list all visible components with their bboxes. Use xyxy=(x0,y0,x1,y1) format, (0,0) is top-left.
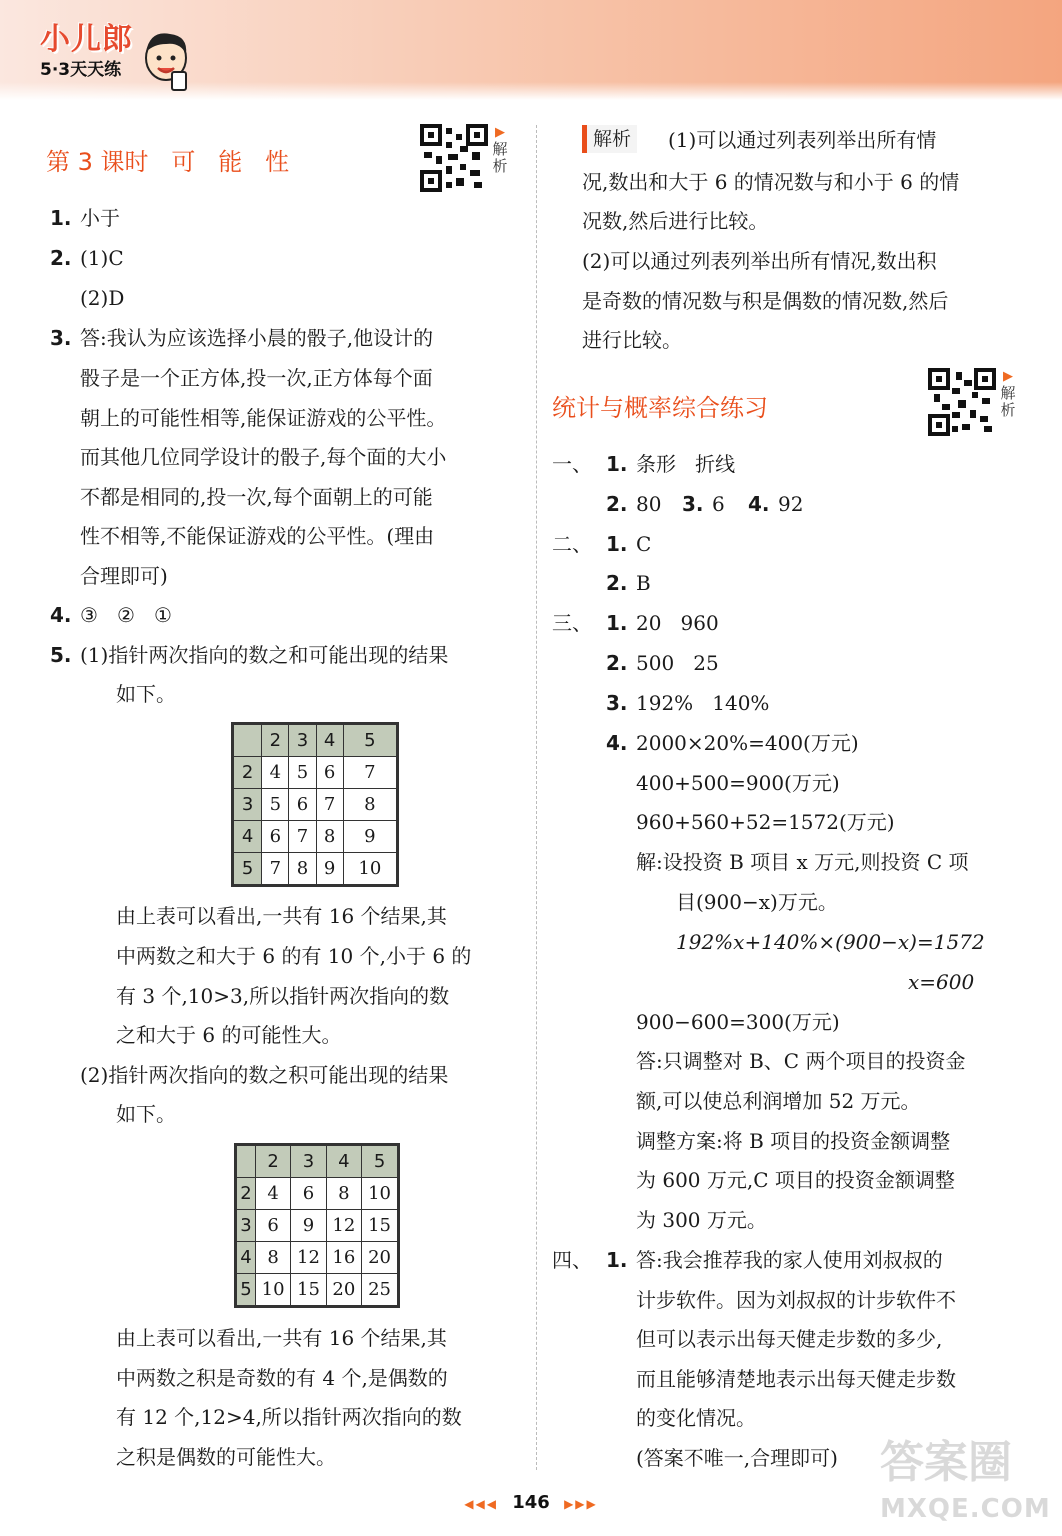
table-row xyxy=(233,853,398,886)
brand-name: 小儿郎 xyxy=(40,22,133,57)
answer-2-2: (2)D xyxy=(80,286,125,310)
item-number: 2. xyxy=(606,571,628,595)
table-row xyxy=(236,1210,399,1242)
table-cell: 8 xyxy=(289,853,316,886)
table-row xyxy=(233,821,398,853)
answer-3-line: 朝上的可能性相等,能保证游戏的公平性。 xyxy=(80,406,447,430)
table-cell: 20 xyxy=(362,1242,399,1274)
table-cell: 8 xyxy=(316,821,343,853)
answer-line: 额,可以使总利润增加 52 万元。 xyxy=(636,1089,921,1113)
analysis-line: (2)可以通过列表列举出所有情况,数出积 xyxy=(582,249,937,273)
answer-5-part2-text: 中两数之积是奇数的有 4 个,是偶数的 xyxy=(116,1366,448,1390)
answer-2-1: (1)C xyxy=(80,246,124,270)
item-number: 2. xyxy=(606,492,628,516)
section1-answer-1: 条形 折线 xyxy=(636,452,736,476)
section1-answer-2: 80 xyxy=(636,492,662,516)
qr-code-icon[interactable] xyxy=(420,124,488,192)
brand-logo xyxy=(40,22,133,80)
table-cell: 7 xyxy=(316,789,343,821)
table-cell: 10 xyxy=(362,1178,399,1210)
analysis-line: (1)可以通过列表列举出所有情 xyxy=(668,128,937,152)
analysis-line: 进行比较。 xyxy=(582,328,682,352)
answer-line: 答:只调整对 B、C 两个项目的投资金 xyxy=(636,1049,966,1073)
section4-answer-line: 但可以表示出每天健走步数的多少, xyxy=(636,1327,943,1351)
answer-3-line: 骰子是一个正方体,投一次,正方体每个面 xyxy=(80,366,433,390)
answer-line: 为 600 万元,C 项目的投资金额调整 xyxy=(636,1168,955,1192)
table-cell: 9 xyxy=(291,1210,326,1242)
item-number: 4. xyxy=(748,492,770,516)
table-cell: 4 xyxy=(255,1178,290,1210)
answer-4: ③ ② ① xyxy=(80,603,172,627)
table-cell: 16 xyxy=(326,1242,361,1274)
table-row xyxy=(233,789,398,821)
item-number: 1. xyxy=(606,611,628,635)
item-number: 3. xyxy=(682,492,704,516)
prev-arrows-icon: ◀◀◀ xyxy=(464,1497,498,1511)
section3-answer-3: 192% 140% xyxy=(636,691,770,715)
item-number: 1. xyxy=(606,452,628,476)
table-row-header: 5 xyxy=(236,1274,256,1307)
table-row-header: 2 xyxy=(236,1178,256,1210)
section1-answer-4: 92 xyxy=(778,492,804,516)
section4-answer-line: 的变化情况。 xyxy=(636,1406,756,1430)
item-number: 4. xyxy=(606,731,628,755)
section4-answer-line: 计步软件。因为刘叔叔的计步软件不 xyxy=(636,1288,956,1312)
product-table xyxy=(234,1143,400,1308)
item-number: 3. xyxy=(50,326,72,350)
table-cell: 10 xyxy=(343,853,397,886)
item-number: 1. xyxy=(50,206,72,230)
table-corner xyxy=(233,724,262,757)
calc-line: 900−600=300(万元) xyxy=(636,1010,840,1034)
table-cell: 25 xyxy=(362,1274,399,1307)
table-row-header: 4 xyxy=(236,1242,256,1274)
answer-5-part1-text: 由上表可以看出,一共有 16 个结果,其 xyxy=(116,904,447,928)
table-cell: 7 xyxy=(262,853,289,886)
table-cell: 20 xyxy=(326,1274,361,1307)
answer-5-part2-text: 有 12 个,12>4,所以指针两次指向的数 xyxy=(116,1405,462,1429)
answer-5-part2-line: 如下。 xyxy=(116,1102,176,1126)
analysis-line: 是奇数的情况数与积是偶数的情况数,然后 xyxy=(582,289,949,313)
answer-3-line: 合理即可) xyxy=(80,564,168,588)
sum-table xyxy=(231,722,399,887)
lesson-title: 第 3 课时 可 能 性 xyxy=(46,148,290,176)
table-cell: 15 xyxy=(291,1274,326,1307)
table-header-cell: 2 xyxy=(255,1145,290,1178)
section-label: 一、 xyxy=(552,452,592,476)
watermark-line2: MXQE.COM xyxy=(880,1494,1051,1524)
table-header-cell: 5 xyxy=(362,1145,399,1178)
table-cell: 15 xyxy=(362,1210,399,1242)
answer-3-line: 而其他几位同学设计的骰子,每个面的大小 xyxy=(80,445,447,469)
table-header-cell: 3 xyxy=(289,724,316,757)
answer-line: 调整方案:将 B 项目的投资金额调整 xyxy=(636,1129,951,1153)
answer-5-part1-text: 中两数之和大于 6 的有 10 个,小于 6 的 xyxy=(116,944,472,968)
equation-result: x=600 xyxy=(908,970,975,994)
table-corner xyxy=(236,1145,256,1178)
table-cell: 5 xyxy=(262,789,289,821)
table-cell: 6 xyxy=(316,757,343,789)
section3-answer-1: 20 960 xyxy=(636,611,719,635)
next-arrows-icon: ▶▶▶ xyxy=(564,1497,598,1511)
answer-5-part2-text: 由上表可以看出,一共有 16 个结果,其 xyxy=(116,1326,447,1350)
item-number: 5. xyxy=(50,643,72,667)
table-header-cell: 4 xyxy=(316,724,343,757)
series-name: 5·3天天练 xyxy=(40,60,122,80)
table-row-header: 2 xyxy=(233,757,262,789)
table-row xyxy=(236,1178,399,1210)
calc-line: 400+500=900(万元) xyxy=(636,771,840,795)
table-cell: 8 xyxy=(255,1242,290,1274)
play-arrow-icon: ▶ xyxy=(1003,369,1013,384)
analysis-line: 况,数出和大于 6 的情况数与和小于 6 的情 xyxy=(582,170,960,194)
table-cell: 6 xyxy=(289,789,316,821)
section-label: 四、 xyxy=(552,1248,592,1272)
table-cell: 9 xyxy=(343,821,397,853)
answer-5-part1-text: 有 3 个,10>3,所以指针两次指向的数 xyxy=(116,984,450,1008)
section2-answer-1: C xyxy=(636,532,652,556)
table-row-header: 3 xyxy=(233,789,262,821)
section3-answer-2: 500 25 xyxy=(636,651,719,675)
table-header-cell: 2 xyxy=(262,724,289,757)
section-label: 二、 xyxy=(552,532,592,556)
table-cell: 10 xyxy=(255,1274,290,1307)
watermark-line1: 答案圈 xyxy=(880,1437,1012,1488)
item-number: 1. xyxy=(606,532,628,556)
table-cell: 6 xyxy=(255,1210,290,1242)
section4-answer-line: 而且能够清楚地表示出每天健走步数 xyxy=(636,1367,956,1391)
calc-line: 960+560+52=1572(万元) xyxy=(636,810,895,834)
table-cell: 7 xyxy=(343,757,397,789)
page-number-text: 146 xyxy=(512,1492,550,1513)
table-cell: 7 xyxy=(289,821,316,853)
qr-tag-text: 解析 xyxy=(492,140,508,175)
answer-5-part2-line: (2)指针两次指向的数之积可能出现的结果 xyxy=(80,1063,449,1087)
item-number: 4. xyxy=(50,603,72,627)
mascot-icon xyxy=(140,28,192,94)
table-row xyxy=(236,1274,399,1307)
answer-5-part1-line: 如下。 xyxy=(116,682,176,706)
qr-code-icon[interactable] xyxy=(928,368,996,436)
watermark xyxy=(880,1437,1051,1532)
section4-answer-line: (答案不唯一,合理即可) xyxy=(636,1446,838,1470)
item-number: 2. xyxy=(606,651,628,675)
table-row xyxy=(236,1242,399,1274)
calc-line: 2000×20%=400(万元) xyxy=(636,731,859,755)
table-row-header: 4 xyxy=(233,821,262,853)
section-title: 统计与概率综合练习 xyxy=(552,394,768,422)
table-cell: 12 xyxy=(326,1210,361,1242)
table-cell: 8 xyxy=(343,789,397,821)
table-cell: 9 xyxy=(316,853,343,886)
table-row-header: 5 xyxy=(233,853,262,886)
answer-3-line: 答:我认为应该选择小晨的骰子,他设计的 xyxy=(80,326,434,350)
table-header-cell: 3 xyxy=(291,1145,326,1178)
section2-answer-2: B xyxy=(636,571,651,595)
table-header-cell: 5 xyxy=(343,724,397,757)
answer-3-line: 不都是相同的,投一次,每个面朝上的可能 xyxy=(80,485,433,509)
answer-5-part1-text: 之和大于 6 的可能性大。 xyxy=(116,1023,342,1047)
solution-line: 解:设投资 B 项目 x 万元,则投资 C 项 xyxy=(636,850,969,874)
qr-tag xyxy=(1000,368,1016,419)
table-cell: 6 xyxy=(291,1178,326,1210)
answer-3-line: 性不相等,不能保证游戏的公平性。(理由 xyxy=(80,524,435,548)
table-cell: 5 xyxy=(289,757,316,789)
answer-line: 为 300 万元。 xyxy=(636,1208,767,1232)
section1-answer-3: 6 xyxy=(712,492,725,516)
play-arrow-icon: ▶ xyxy=(495,125,505,140)
table-cell: 4 xyxy=(262,757,289,789)
table-row xyxy=(233,757,398,789)
analysis-line: 况数,然后进行比较。 xyxy=(582,209,769,233)
equation-line: 192%x+140%×(900−x)=1572 xyxy=(676,930,985,954)
qr-tag xyxy=(492,124,508,175)
answer-5-part1-line: (1)指针两次指向的数之和可能出现的结果 xyxy=(80,643,449,667)
answer-1: 小于 xyxy=(80,206,120,230)
section-label: 三、 xyxy=(552,611,592,635)
qr-tag-text: 解析 xyxy=(1000,384,1016,419)
solution-line: 目(900−x)万元。 xyxy=(676,890,838,914)
item-number: 3. xyxy=(606,691,628,715)
analysis-label: 解析 xyxy=(582,125,637,153)
section4-answer-line: 答:我会推荐我的家人使用刘叔叔的 xyxy=(636,1248,943,1272)
item-number: 2. xyxy=(50,246,72,270)
table-cell: 12 xyxy=(291,1242,326,1274)
table-cell: 8 xyxy=(326,1178,361,1210)
item-number: 1. xyxy=(606,1248,628,1272)
column-divider xyxy=(536,125,537,1470)
table-row-header: 3 xyxy=(236,1210,256,1242)
answer-5-part2-text: 之积是偶数的可能性大。 xyxy=(116,1445,336,1469)
table-cell: 6 xyxy=(262,821,289,853)
table-header-cell: 4 xyxy=(326,1145,361,1178)
